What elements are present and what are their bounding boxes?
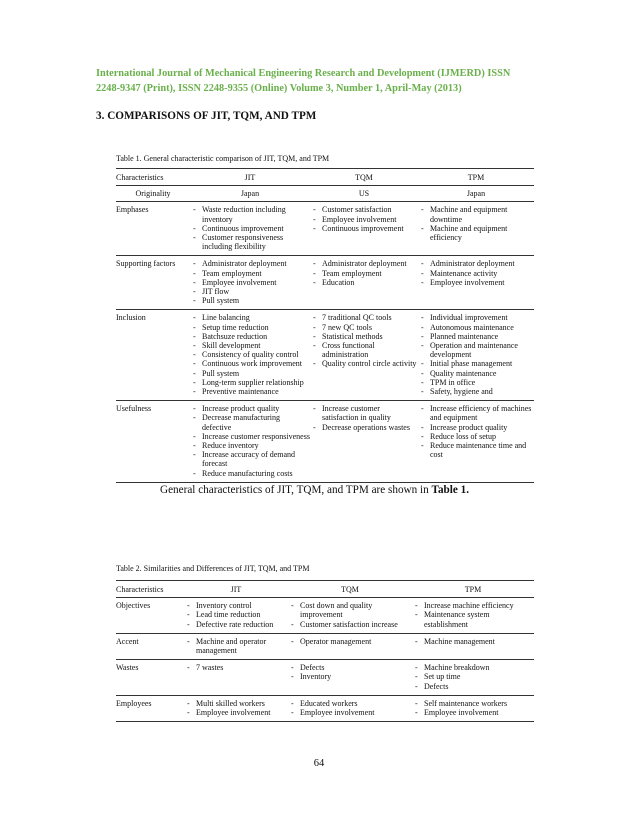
table2-list-item: - Increase machine efficiency — [412, 601, 534, 610]
table1-list-item: - Reduce maintenance time and cost — [418, 441, 534, 459]
table2-list-item: - Employee involvement — [288, 708, 412, 717]
table1-list-item: - Cross functional administration — [310, 341, 418, 359]
table2-list-item: - Defective rate reduction — [184, 620, 288, 629]
note-text: General characteristics of JIT, TQM, and TPM are shown in — [160, 484, 432, 496]
table2-list-item: - Maintenance system establishment — [412, 610, 534, 628]
table1-originality-label: Originality — [116, 186, 190, 202]
table1-cell-tqm — [310, 256, 418, 310]
table1-list-item: - Maintenance activity — [418, 269, 534, 278]
table2-list-item: - Set up time — [412, 672, 534, 681]
table2-cell-jit — [184, 660, 288, 696]
table2-list-item: - Employee involvement — [184, 708, 288, 717]
table1-list-item: - Administrator deployment — [418, 259, 534, 268]
table2-cell-tqm — [288, 660, 412, 696]
table1-list-item: - Reduce loss of setup — [418, 432, 534, 441]
table1-list-item: - Customer satisfaction — [310, 205, 418, 214]
table2-list-item: - Defects — [288, 663, 412, 672]
table2-cell-tpm — [412, 660, 534, 696]
table1-list-item: - Waste reduction including inventory — [190, 205, 310, 223]
table1-cell-tpm — [418, 310, 534, 401]
table1-cell-jit — [190, 310, 310, 401]
table1-list-item: - Quality maintenance — [418, 369, 534, 378]
table1-cell-tpm — [418, 256, 534, 310]
table2-cell-tpm — [412, 695, 534, 721]
table1-list-item: - Pull system — [190, 296, 310, 305]
table1-list-jit — [190, 313, 310, 396]
table1-list-item: - Administrator deployment — [190, 259, 310, 268]
table1-list-item: - Quality control circle activity — [310, 359, 418, 368]
table1-list-tpm — [418, 205, 534, 242]
table1-list-item: - Preventive maintenance — [190, 387, 310, 396]
table2 — [116, 580, 534, 722]
table2-list-item: - Employee involvement — [412, 708, 534, 717]
table1-list-item: - Line balancing — [190, 313, 310, 322]
table2-cell-tqm — [288, 598, 412, 634]
table1-row — [116, 256, 534, 310]
table1-list-jit — [190, 259, 310, 305]
table2-list-jit — [184, 699, 288, 717]
table2-list-item: - Educated workers — [288, 699, 412, 708]
table1-header-tpm: TPM — [418, 169, 534, 186]
table1 — [116, 168, 534, 483]
table1-list-item: - Increase product quality — [418, 423, 534, 432]
table1-originality-tpm: Japan — [418, 186, 534, 202]
table1-list-tpm — [418, 259, 534, 287]
table1-header-characteristics: Characteristics — [116, 169, 190, 186]
journal-header-line-1: International Journal of Mechanical Engineering Research and Development (IJMERD) ISSN — [96, 68, 511, 79]
table1-list-item: - Individual improvement — [418, 313, 534, 322]
table1-list-item: - Long-term supplier relationship — [190, 378, 310, 387]
table1-list-item: - Operation and maintenance development — [418, 341, 534, 359]
table1-list-item: - Employee involvement — [190, 278, 310, 287]
table1-list-item: - Employee involvement — [310, 215, 418, 224]
note-table-link: Table 1. — [431, 484, 470, 496]
table1-list-item: - Increase customer responsiveness — [190, 432, 310, 441]
table2-list-tpm — [412, 637, 534, 646]
table2-list-tpm — [412, 699, 534, 717]
section-title: 3. COMPARISONS OF JIT, TQM, AND TPM — [96, 110, 317, 122]
table1-list-jit — [190, 205, 310, 251]
table1-list-item: - Planned maintenance — [418, 332, 534, 341]
table2-cell-jit — [184, 633, 288, 659]
table1-list-item: - TPM in office — [418, 378, 534, 387]
table1-cell-tpm — [418, 401, 534, 483]
table1-list-item: - Customer responsiveness including flexibility — [190, 233, 310, 251]
table1-list-item: - Decrease manufacturing defective — [190, 413, 310, 431]
table1-originality-row — [116, 186, 534, 202]
table1-caption: Table 1. General characteristic comparison of JIT, TQM, and TPM — [116, 154, 330, 163]
table1-row — [116, 310, 534, 401]
table2-list-jit — [184, 637, 288, 655]
table-reference-note — [160, 484, 469, 496]
table1-list-item: - Decrease operations wastes — [310, 423, 418, 432]
table2-row-label: Employees — [116, 695, 184, 721]
table1-list-tqm — [310, 259, 418, 287]
page-number: 64 — [313, 758, 325, 769]
table1-list-item: - Team employment — [310, 269, 418, 278]
table1-list-item: - Increase accuracy of demand forecast — [190, 450, 310, 468]
table1-cell-jit — [190, 202, 310, 256]
table1-list-item: - Pull system — [190, 369, 310, 378]
table1-cell-jit — [190, 256, 310, 310]
table1-list-tpm — [418, 404, 534, 459]
table1-header-jit: JIT — [190, 169, 310, 186]
table1-list-item: - Increase customer satisfaction in quality — [310, 404, 418, 422]
table2-list-tpm — [412, 601, 534, 629]
table2-header-characteristics: Characteristics — [116, 581, 184, 598]
table1-list-item: - Reduce inventory — [190, 441, 310, 450]
table2-cell-tqm — [288, 633, 412, 659]
table1-list-item: - Consistency of quality control — [190, 350, 310, 359]
table1-list-item: - Continuous improvement — [310, 224, 418, 233]
table1-header-tqm: TQM — [310, 169, 418, 186]
table2-list-tpm — [412, 663, 534, 691]
table1-list-tqm — [310, 205, 418, 233]
table2-list-tqm — [288, 637, 412, 646]
table2-list-item: - Machine breakdown — [412, 663, 534, 672]
table2-header-tpm: TPM — [412, 581, 534, 598]
table2-list-item: - Lead time reduction — [184, 610, 288, 619]
table1-list-tpm — [418, 313, 534, 396]
table1-list-item: - JIT flow — [190, 287, 310, 296]
table1-originality-jit: Japan — [190, 186, 310, 202]
table1-list-item: - Increase efficiency of machines and equipment — [418, 404, 534, 422]
table2-cell-tqm — [288, 695, 412, 721]
table2-list-jit — [184, 601, 288, 629]
journal-header — [96, 66, 566, 96]
table1-list-item: - Reduce manufacturing costs — [190, 469, 310, 478]
table1-row — [116, 202, 534, 256]
table2-header-tqm: TQM — [288, 581, 412, 598]
table1-list-item: - Initial phase management — [418, 359, 534, 368]
table1-list-item: - Machine and equipment downtime — [418, 205, 534, 223]
table1-row-label: Supporting factors — [116, 256, 190, 310]
table1-list-item: - Increase product quality — [190, 404, 310, 413]
table1-list-item: - Setup time reduction — [190, 323, 310, 332]
table2-row-label: Accent — [116, 633, 184, 659]
table2-list-item: - Cost down and quality improvement — [288, 601, 412, 619]
table1-originality-tqm: US — [310, 186, 418, 202]
table1-cell-tpm — [418, 202, 534, 256]
table2-list-item: - Self maintenance workers — [412, 699, 534, 708]
table2-cell-jit — [184, 598, 288, 634]
table2-list-jit — [184, 663, 288, 672]
table2-row — [116, 695, 534, 721]
table1-row-label: Usefulness — [116, 401, 190, 483]
table1-list-tqm — [310, 313, 418, 368]
table1-list-item: - 7 traditional QC tools — [310, 313, 418, 322]
table1-list-item: - Employee involvement — [418, 278, 534, 287]
table2-list-tqm — [288, 663, 412, 681]
table2-list-item: - Inventory — [288, 672, 412, 681]
table2-list-tqm — [288, 699, 412, 717]
table2-caption: Table 2. Similarities and Differences of JIT, TQM, and TPM — [116, 564, 310, 573]
table1-list-item: - Continuous work improvement — [190, 359, 310, 368]
table1-list-item: - Administrator deployment — [310, 259, 418, 268]
table1-list-item: - Statistical methods — [310, 332, 418, 341]
table2-list-item: - Multi skilled workers — [184, 699, 288, 708]
table2-list-item: - Defects — [412, 682, 534, 691]
table2-list-item: - Machine management — [412, 637, 534, 646]
table2-row-label: Objectives — [116, 598, 184, 634]
table1-list-item: - Machine and equipment efficiency — [418, 224, 534, 242]
table1-list-tqm — [310, 404, 418, 432]
table2-row — [116, 660, 534, 696]
table1-list-item: - 7 new QC tools — [310, 323, 418, 332]
table1-row-label: Emphases — [116, 202, 190, 256]
table1-row — [116, 401, 534, 483]
table1-list-item: - Continuous improvement — [190, 224, 310, 233]
table1-cell-tqm — [310, 202, 418, 256]
table2-row — [116, 633, 534, 659]
table1-list-item: - Education — [310, 278, 418, 287]
table1-list-item: - Autonomous maintenance — [418, 323, 534, 332]
table2-cell-jit — [184, 695, 288, 721]
table1-list-jit — [190, 404, 310, 478]
table1-list-item: - Batchsuze reduction — [190, 332, 310, 341]
table1-cell-tqm — [310, 310, 418, 401]
table1-list-item: - Team employment — [190, 269, 310, 278]
table2-header-jit: JIT — [184, 581, 288, 598]
table2-list-item: - Inventory control — [184, 601, 288, 610]
table2-list-item: - Operator management — [288, 637, 412, 646]
table2-list-item: - Customer satisfaction increase — [288, 620, 412, 629]
table2-cell-tpm — [412, 598, 534, 634]
table2-list-item: - Machine and operator management — [184, 637, 288, 655]
table2-header-row — [116, 581, 534, 598]
table2-row-label: Wastes — [116, 660, 184, 696]
table1-cell-jit — [190, 401, 310, 483]
journal-header-line-2: 2248-9347 (Print), ISSN 2248-9355 (Online) Volume 3, Number 1, April-May (2013) — [96, 83, 462, 94]
table2-row — [116, 598, 534, 634]
table1-cell-tqm — [310, 401, 418, 483]
table2-list-item: - 7 wastes — [184, 663, 288, 672]
table1-list-item: - Safety, hygiene and — [418, 387, 534, 396]
table2-list-tqm — [288, 601, 412, 629]
table1-list-item: - Skill development — [190, 341, 310, 350]
table2-cell-tpm — [412, 633, 534, 659]
table1-header-row — [116, 169, 534, 186]
table1-row-label: Inclusion — [116, 310, 190, 401]
